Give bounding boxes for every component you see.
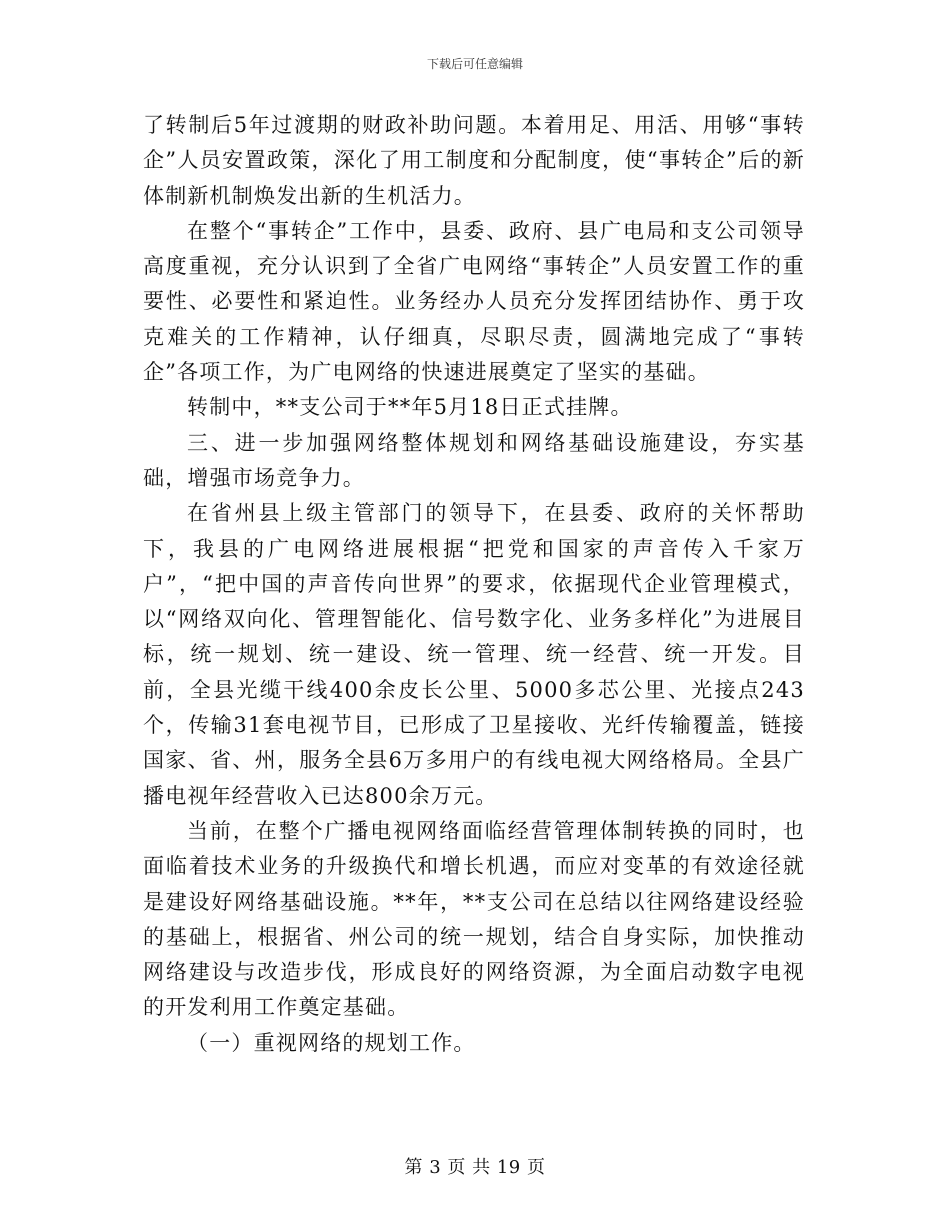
paragraph: 转制中，**支公司于**年5月18日正式挂牌。 bbox=[187, 395, 633, 420]
paragraph: 在整个“事转企”工作中，县委、政府、县广电局和支公司领导高度重视，充分认识到了全省广电网络“事转企”人员安置工作的重要性、必要性和紧迫性。业务经办人员充分发挥团结协作、勇于攻克难关的工作精神，认仔细真，尽职尽责，圆满地完成了“事转企”各项工作，为广电网络的快速进展奠定了坚实的基础。 bbox=[143, 218, 805, 385]
document-body bbox=[143, 108, 805, 1061]
paragraph-continuation: 了转制后5年过渡期的财政补助问题。本着用足、用活、用够“事转企”人员安置政策，深化了用工制度和分配制度，使“事转企”后的新体制新机制焕发出新的生机活力。 bbox=[143, 113, 805, 208]
paragraph: 当前，在整个广播电视网络面临经营管理体制转换的同时，也面临着技术业务的升级换代和增长机遇，而应对变革的有效途径就是建设好网络基础设施。**年，**支公司在总结以往网络建设经验的基础上，根据省、州公司的统一规划，结合自身实际，加快推动网络建设与改造步伐，形成良好的网络资源，为全面启动数字电视的开发利用工作奠定基础。 bbox=[143, 818, 805, 1020]
page-number-footer: 第 3 页 共 19 页 bbox=[404, 1157, 546, 1178]
subsection-heading: （一）重视网络的规划工作。 bbox=[187, 1030, 476, 1055]
paragraph: 在省州县上级主管部门的领导下，在县委、政府的关怀帮助下，我县的广电网络进展根据“把党和国家的声音传入千家万户”，“把中国的声音传向世界”的要求，依据现代企业管理模式，以“网络双向化、管理智能化、信号数字化、业务多样化”为进展目标，统一规划、统一建设、统一管理、统一经营、统一开发。目前，全县光缆干线400余皮长公里、5000多芯公里、光接点243个，传输31套电视节目，已形成了卫星接收、光纤传输覆盖，链接国家、省、州，服务全县6万多用户的有线电视大网络格局。全县广播电视年经营收入已达800余万元。 bbox=[143, 501, 805, 808]
header-note: 下载后可任意编辑 bbox=[426, 57, 523, 71]
section-heading: 三、进一步加强网络整体规划和网络基础设施建设，夯实基础，增强市场竞争力。 bbox=[143, 430, 805, 490]
